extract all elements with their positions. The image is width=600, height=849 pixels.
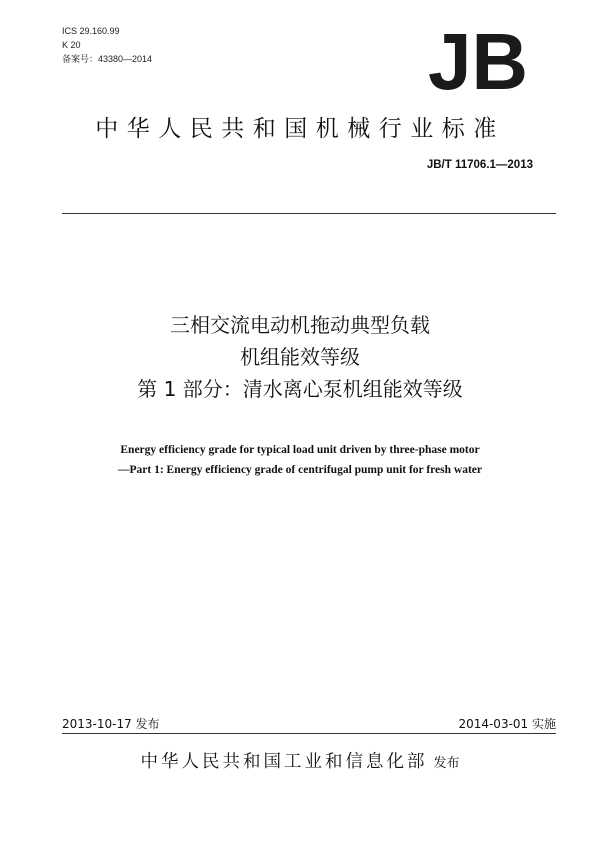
english-title-line-2: —Part 1: Energy efficiency grade of centrifugal pump unit for fresh water: [118, 464, 482, 476]
ccs-code: K 20: [62, 40, 81, 50]
bottom-divider: [62, 733, 556, 734]
english-title-line-1: Energy efficiency grade for typical load unit driven by three-phase motor: [120, 444, 480, 456]
chinese-title: [0, 309, 600, 405]
ics-code: ICS 29.160.99: [62, 26, 120, 36]
standard-number: JB/T 11706.1—2013: [426, 159, 533, 171]
top-divider: [62, 213, 556, 214]
chinese-title-line-3: 第 1 部分：清水离心泵机组能效等级: [137, 377, 463, 401]
issue-date: 2013-10-17 发布: [62, 717, 160, 731]
publisher-action: 发布: [433, 756, 460, 771]
jb-logo-text: JB: [428, 28, 528, 94]
standard-category-heading: 中华人民共和国机械行业标准: [95, 116, 505, 142]
classification-block: [62, 24, 152, 66]
record-number: 备案号：43380—2014: [62, 54, 153, 64]
implementation-date: 2014-03-01 实施: [458, 717, 556, 731]
jb-logo: [426, 28, 530, 94]
chinese-title-line-1: 三相交流电动机拖动典型负载: [170, 313, 430, 337]
publisher-line: [0, 748, 600, 773]
publisher-organization: 中华人民共和国工业和信息化部: [140, 752, 428, 772]
english-title: [0, 440, 600, 480]
chinese-title-line-2: 机组能效等级: [240, 345, 360, 369]
